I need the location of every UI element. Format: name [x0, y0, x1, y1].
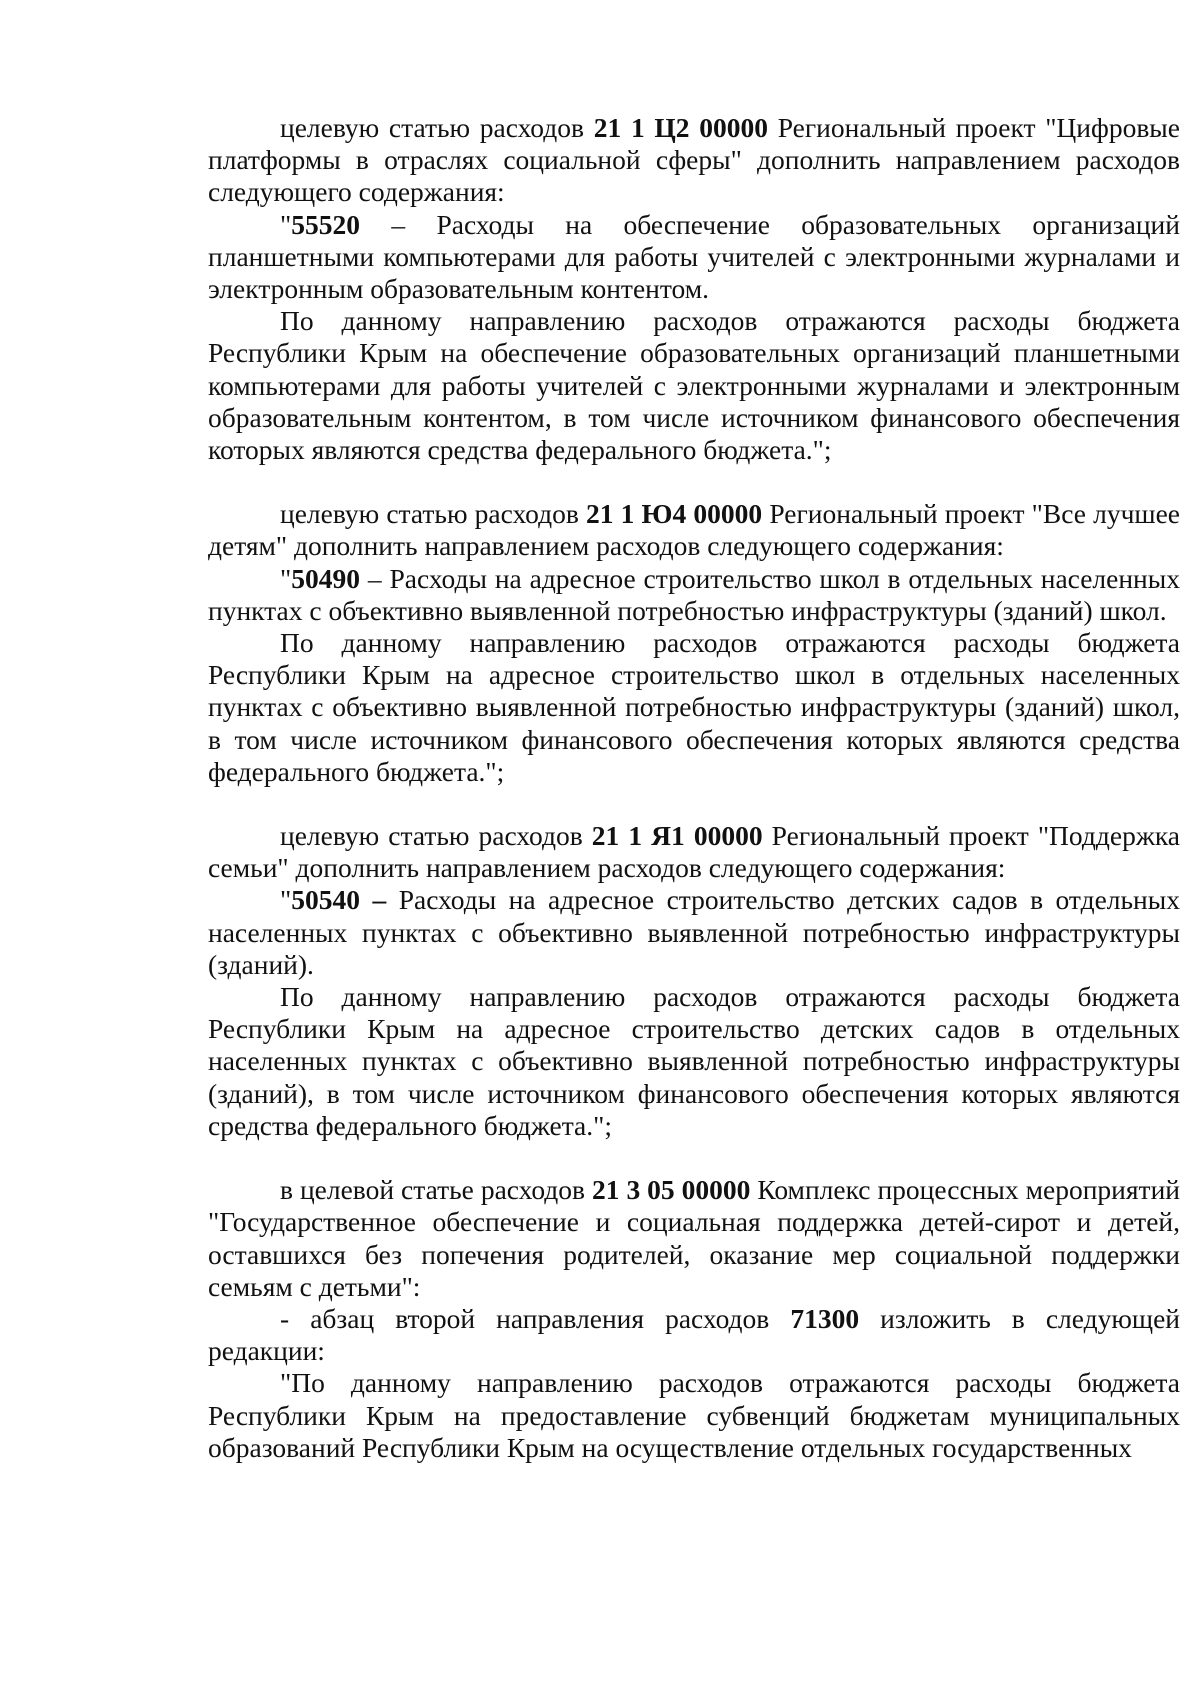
document-page — [208, 112, 1180, 1464]
intro-text: Региональный проект "Поддержка семьи" дополнить направлением расходов следующего содержания: — [208, 820, 1180, 884]
section2-direction — [208, 563, 1180, 627]
section1-direction — [208, 209, 1180, 306]
section1-intro — [208, 112, 1180, 209]
direction-text: – Расходы на адресное строительство школ в отдельных населенных пунктах с объективно выявленной потребностью инфраструктуры (зданий) школ. — [208, 562, 1180, 626]
target-article-code: 21 1 Ц2 00000 — [593, 112, 769, 143]
section4-item — [208, 1303, 1180, 1367]
section4-quote: "По данному направлению расходов отражаются расходы бюджета Республики Крым на предоставление субвенций бюджетам муниципальных образований Республики Крым на осуществление отдельных государственных — [208, 1367, 1180, 1463]
intro-text: целевую статью расходов — [280, 498, 586, 530]
direction-code: 50540 – — [291, 884, 387, 916]
quote-mark: " — [280, 884, 292, 916]
direction-text: – Расходы на обеспечение образовательных организаций планшетными компьютерами для работы учителей с электронными журналами и электронным образовательным контентом. — [208, 208, 1180, 305]
section2-intro — [208, 498, 1180, 562]
target-article-code: 21 1 Я1 00000 — [591, 820, 763, 852]
section3-direction — [208, 884, 1180, 981]
section-gap — [208, 466, 1180, 498]
quote-mark: " — [280, 562, 292, 594]
intro-text: Региональный проект "Цифровые платформы в отраслях социальной сферы" дополнить направлением расходов следующего содержания: — [208, 112, 1180, 208]
direction-text: Расходы на адресное строительство детских садов в отдельных населенных пунктах с объективно выявленной потребностью инфраструктуры (зданий). — [208, 884, 1180, 980]
section-gap — [208, 1142, 1180, 1174]
intro-text: целевую статью расходов — [280, 820, 592, 852]
intro-text: целевую статью расходов — [280, 112, 594, 143]
direction-code: 50490 — [291, 562, 360, 594]
section-gap — [208, 788, 1180, 820]
intro-text: Региональный проект "Все лучшее детям" дополнить направлением расходов следующего содержания: — [208, 498, 1181, 562]
section4-intro — [208, 1174, 1180, 1303]
direction-code: 71300 — [790, 1302, 860, 1334]
section1-description: По данному направлению расходов отражаются расходы бюджета Республики Крым на обеспечение образовательных организаций планшетными компьютерами для работы учителей с электронными журналами и электронным образовательным контентом, в том числе источником финансового обеспечения которых являются средства федерального бюджета."; — [208, 305, 1180, 466]
section2-description: По данному направлению расходов отражаются расходы бюджета Республики Крым на адресное строительство школ в отдельных населенных пунктах с объективно выявленной потребностью инфраструктуры (зданий) школ, в том числе источником финансового обеспечения которых являются средства федерального бюджета."; — [208, 627, 1180, 787]
target-article-code: 21 3 05 00000 — [591, 1174, 751, 1206]
section3-intro — [208, 820, 1180, 884]
item-text: изложить в следующей редакции: — [208, 1302, 1180, 1367]
quote-mark: " — [280, 208, 292, 240]
intro-text: в целевой статье расходов — [280, 1174, 592, 1206]
target-article-code: 21 1 Ю4 00000 — [586, 498, 763, 530]
intro-text: Комплекс процессных мероприятий "Государственное обеспечение и социальная поддержка детей-сирот и детей, оставшихся без попечения родителей, оказание мер социальной поддержки семьям с детьми": — [208, 1174, 1180, 1302]
direction-code: 55520 — [291, 208, 360, 240]
section3-description: По данному направлению расходов отражаются расходы бюджета Республики Крым на адресное строительство детских садов в отдельных населенных пунктах с объективно выявленной потребностью инфраструктуры (зданий), в том числе источником финансового обеспечения которых являются средства федерального бюджета."; — [208, 981, 1180, 1141]
item-text: - абзац второй направления расходов — [280, 1302, 791, 1334]
